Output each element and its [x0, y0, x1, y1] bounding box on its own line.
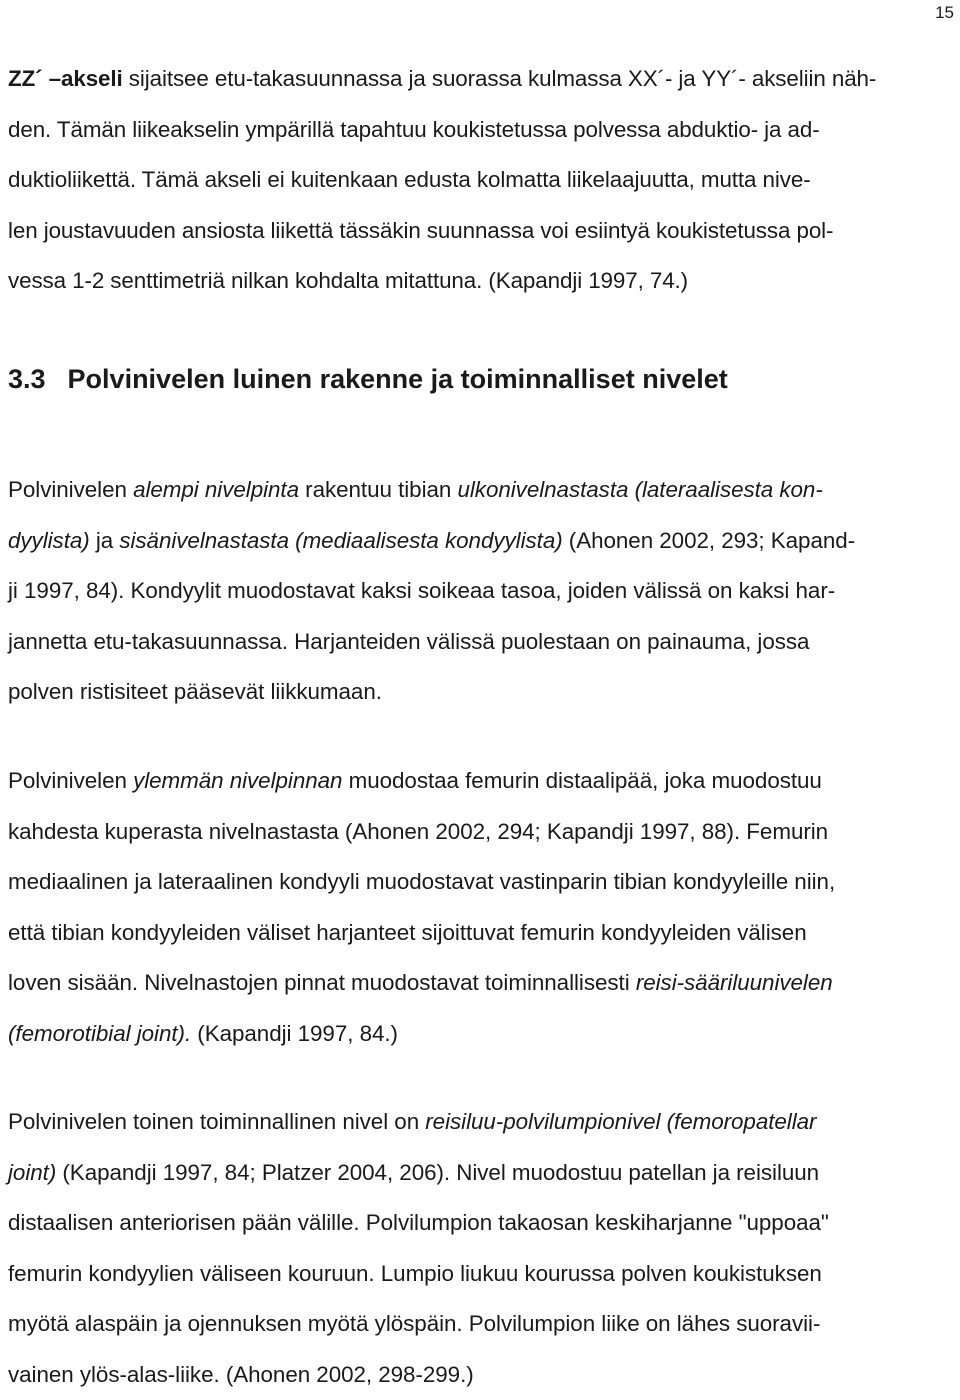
text-line: polven ristisiteet pääsevät liikkumaan. [8, 667, 954, 718]
text-line: kahdesta kuperasta nivelnastasta (Ahonen 2002, 294; Kapandji 1997, 88). Femurin [8, 807, 954, 858]
text-line: distaalisen anteriorisen pään välille. Polvilumpion takaosan keskiharjanne "uppoaa" [8, 1198, 954, 1249]
text-line [8, 516, 954, 567]
text-line: den. Tämän liikeakselin ympärillä tapahtuu koukistetussa polvessa abduktio- ja ad- [8, 105, 954, 156]
text-segment: Polvinivelen [8, 768, 133, 793]
text-line: vessa 1-2 senttimetriä nilkan kohdalta mitattuna. (Kapandji 1997, 74.) [8, 256, 954, 307]
section-heading [8, 354, 728, 404]
paragraph-upper-articular-surface [8, 756, 954, 1059]
italic-term: sisänivelnastasta (mediaalisesta kondyylista) [119, 528, 562, 553]
text-line [8, 958, 954, 1009]
text-line: len joustavuuden ansiosta liikettä tässäkin suunnassa voi esiintyä koukistetussa pol- [8, 206, 954, 257]
text-line: ji 1997, 84). Kondyylit muodostavat kaksi soikeaa tasoa, joiden välissä on kaksi har- [8, 566, 954, 617]
text-segment: muodostaa femurin distaalipää, joka muodostuu [342, 768, 821, 793]
italic-term: joint) [8, 1160, 56, 1185]
text-line [8, 1148, 954, 1199]
text-line [8, 1009, 954, 1060]
text-line: jannetta etu-takasuunnassa. Harjanteiden välissä puolestaan on painauma, jossa [8, 617, 954, 668]
text-segment: sijaitsee etu-takasuunnassa ja suorassa kulmassa XX´- ja YY´- akseliin näh- [123, 66, 877, 91]
text-line: että tibian kondyyleiden väliset harjanteet sijoittuvat femurin kondyyleiden välisen [8, 908, 954, 959]
page-number: 15 [935, 2, 954, 24]
text-segment: (Kapandji 1997, 84.) [191, 1021, 398, 1046]
text-segment: loven sisään. Nivelnastojen pinnat muodostavat toiminnallisesti [8, 970, 636, 995]
italic-term: reisiluu-polvilumpionivel (femoropatellar [425, 1109, 816, 1134]
text-line: vainen ylös-alas-liike. (Ahonen 2002, 298-299.) [8, 1350, 954, 1400]
section-number: 3.3 [8, 364, 46, 394]
paragraph-lower-articular-surface [8, 465, 954, 718]
text-segment: ja [90, 528, 120, 553]
text-line: mediaalinen ja lateraalinen kondyyli muodostavat vastinparin tibian kondyyleille niin, [8, 857, 954, 908]
paragraph-femoropatellar-joint [8, 1097, 954, 1400]
text-line [8, 465, 954, 516]
text-line: myötä alaspäin ja ojennuksen myötä ylöspäin. Polvilumpion liike on lähes suoravii- [8, 1299, 954, 1350]
text-line [8, 1097, 954, 1148]
text-line [8, 756, 954, 807]
italic-term: ulkonivelnastasta (lateraalisesta kon- [457, 477, 822, 502]
italic-term: dyylista) [8, 528, 90, 553]
axis-term: ZZ´ –akseli [8, 66, 123, 91]
text-segment: Polvinivelen toinen toiminnallinen nivel on [8, 1109, 425, 1134]
text-line: duktioliikettä. Tämä akseli ei kuitenkaan edusta kolmatta liikelaajuutta, mutta nive- [8, 155, 954, 206]
text-line [8, 54, 954, 105]
text-segment: rakentuu tibian [299, 477, 457, 502]
text-segment: (Ahonen 2002, 293; Kapand- [563, 528, 855, 553]
italic-term: ylemmän nivelpinnan [133, 768, 342, 793]
italic-term: (femorotibial joint). [8, 1021, 191, 1046]
italic-term: reisi-sääriluunivelen [636, 970, 833, 995]
text-line: femurin kondyylien väliseen kouruun. Lumpio liukuu kourussa polven koukistuksen [8, 1249, 954, 1300]
text-segment: Polvinivelen [8, 477, 133, 502]
section-title: Polvinivelen luinen rakenne ja toiminnalliset nivelet [68, 364, 728, 394]
text-segment: (Kapandji 1997, 84; Platzer 2004, 206). Nivel muodostuu patellan ja reisiluun [56, 1160, 819, 1185]
italic-term: alempi nivelpinta [133, 477, 299, 502]
paragraph-zz-axis [8, 54, 954, 307]
